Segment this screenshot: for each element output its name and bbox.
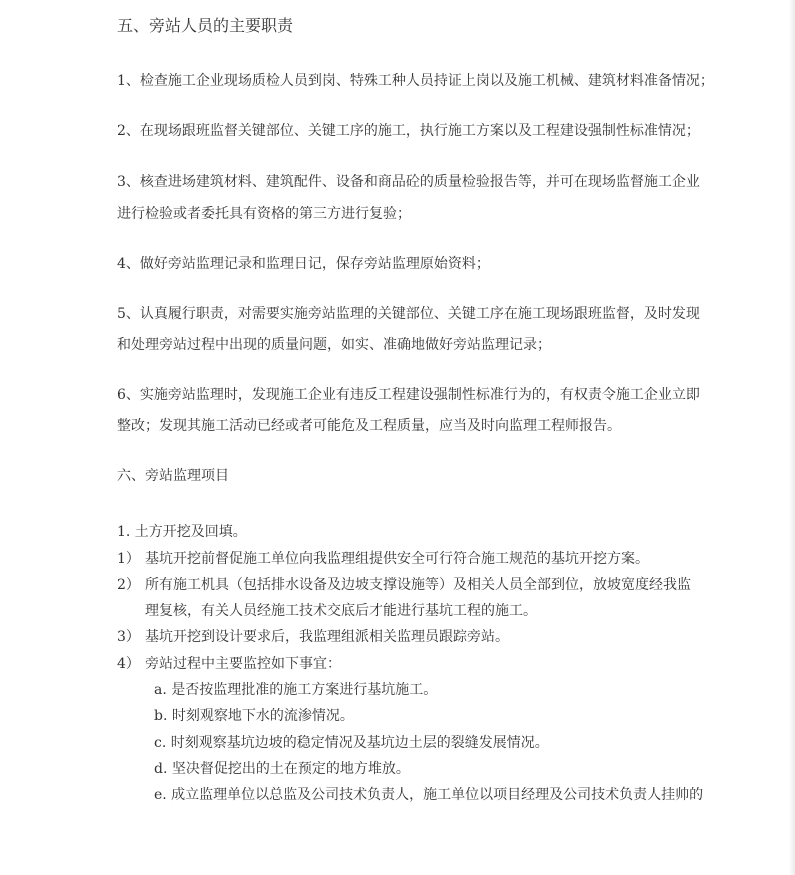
section-5-heading: 五、旁站人员的主要职责 [117,16,294,35]
list-item-number: 1） [117,551,140,567]
paragraph-line: 6、实施旁站监理时，发现施工企业有违反工程建设强制性标准行为的，有权责令施工企业立即 [117,387,700,403]
list-item-number: 3） [117,629,140,645]
page-edge-shadow [789,0,795,875]
paragraph-line: 3、核查进场建筑材料、建筑配件、设备和商品砼的质量检验报告等，并可在现场监督施工企业 [117,174,700,190]
section-6-heading: 六、旁站监理项目 [117,468,229,484]
sub-list-item: b. 时刻观察地下水的流渗情况。 [154,708,354,724]
list-item [117,601,537,621]
list-item [117,654,341,674]
sub-list-item: c. 时刻观察基坑边坡的稳定情况及基坑边土层的裂缝发展情况。 [154,735,549,751]
paragraph-line: 1、检查施工企业现场质检人员到岗、特殊工种人员持证上岗以及施工机械、建筑材料准备情况； [117,73,714,89]
list-sub-title: 1. 土方开挖及回填。 [117,524,247,540]
list-item-number: 4） [117,656,140,672]
list-item [117,627,509,647]
list-item [117,549,649,569]
paragraph-line: 2、在现场跟班监督关键部位、关键工序的施工，执行施工方案以及工程建设强制性标准情况； [117,123,700,139]
sub-list-item: a. 是否按监理批准的施工方案进行基坑施工。 [154,682,438,698]
paragraph-line: 整改；发现其施工活动已经或者可能危及工程质量，应当及时向监理工程师报告。 [117,418,621,434]
sub-list-item: d. 坚决督促挖出的土在预定的地方堆放。 [154,761,410,777]
list-item-text: 所有施工机具（包括排水设备及边坡支撑设施等）及相关人员全部到位，放坡宽度经我监 [145,577,691,593]
list-item-text: 基坑开挖前督促施工单位向我监理组提供安全可行符合施工规范的基坑开挖方案。 [145,551,649,567]
list-item [117,575,691,595]
paragraph-line: 5、认真履行职责，对需要实施旁站监理的关键部位、关键工序在施工现场跟班监督，及时发现 [117,306,700,322]
list-item-text: 基坑开挖到设计要求后，我监理组派相关监理员跟踪旁站。 [145,629,509,645]
list-item-number: 2） [117,577,140,593]
paragraph-line: 4、做好旁站监理记录和监理日记，保存旁站监理原始资料； [117,256,490,272]
paragraph-line: 和处理旁站过程中出现的质量问题，如实、准确地做好旁站监理记录； [117,337,551,353]
list-item-text: 理复核，有关人员经施工技术交底后才能进行基坑工程的施工。 [145,603,537,619]
sub-list-item: e. 成立监理单位以总监及公司技术负责人，施工单位以项目经理及公司技术负责人挂帅的 [154,787,704,803]
paragraph-line: 进行检验或者委托具有资格的第三方进行复验； [117,206,411,222]
list-item-text: 旁站过程中主要监控如下事宜： [145,656,341,672]
